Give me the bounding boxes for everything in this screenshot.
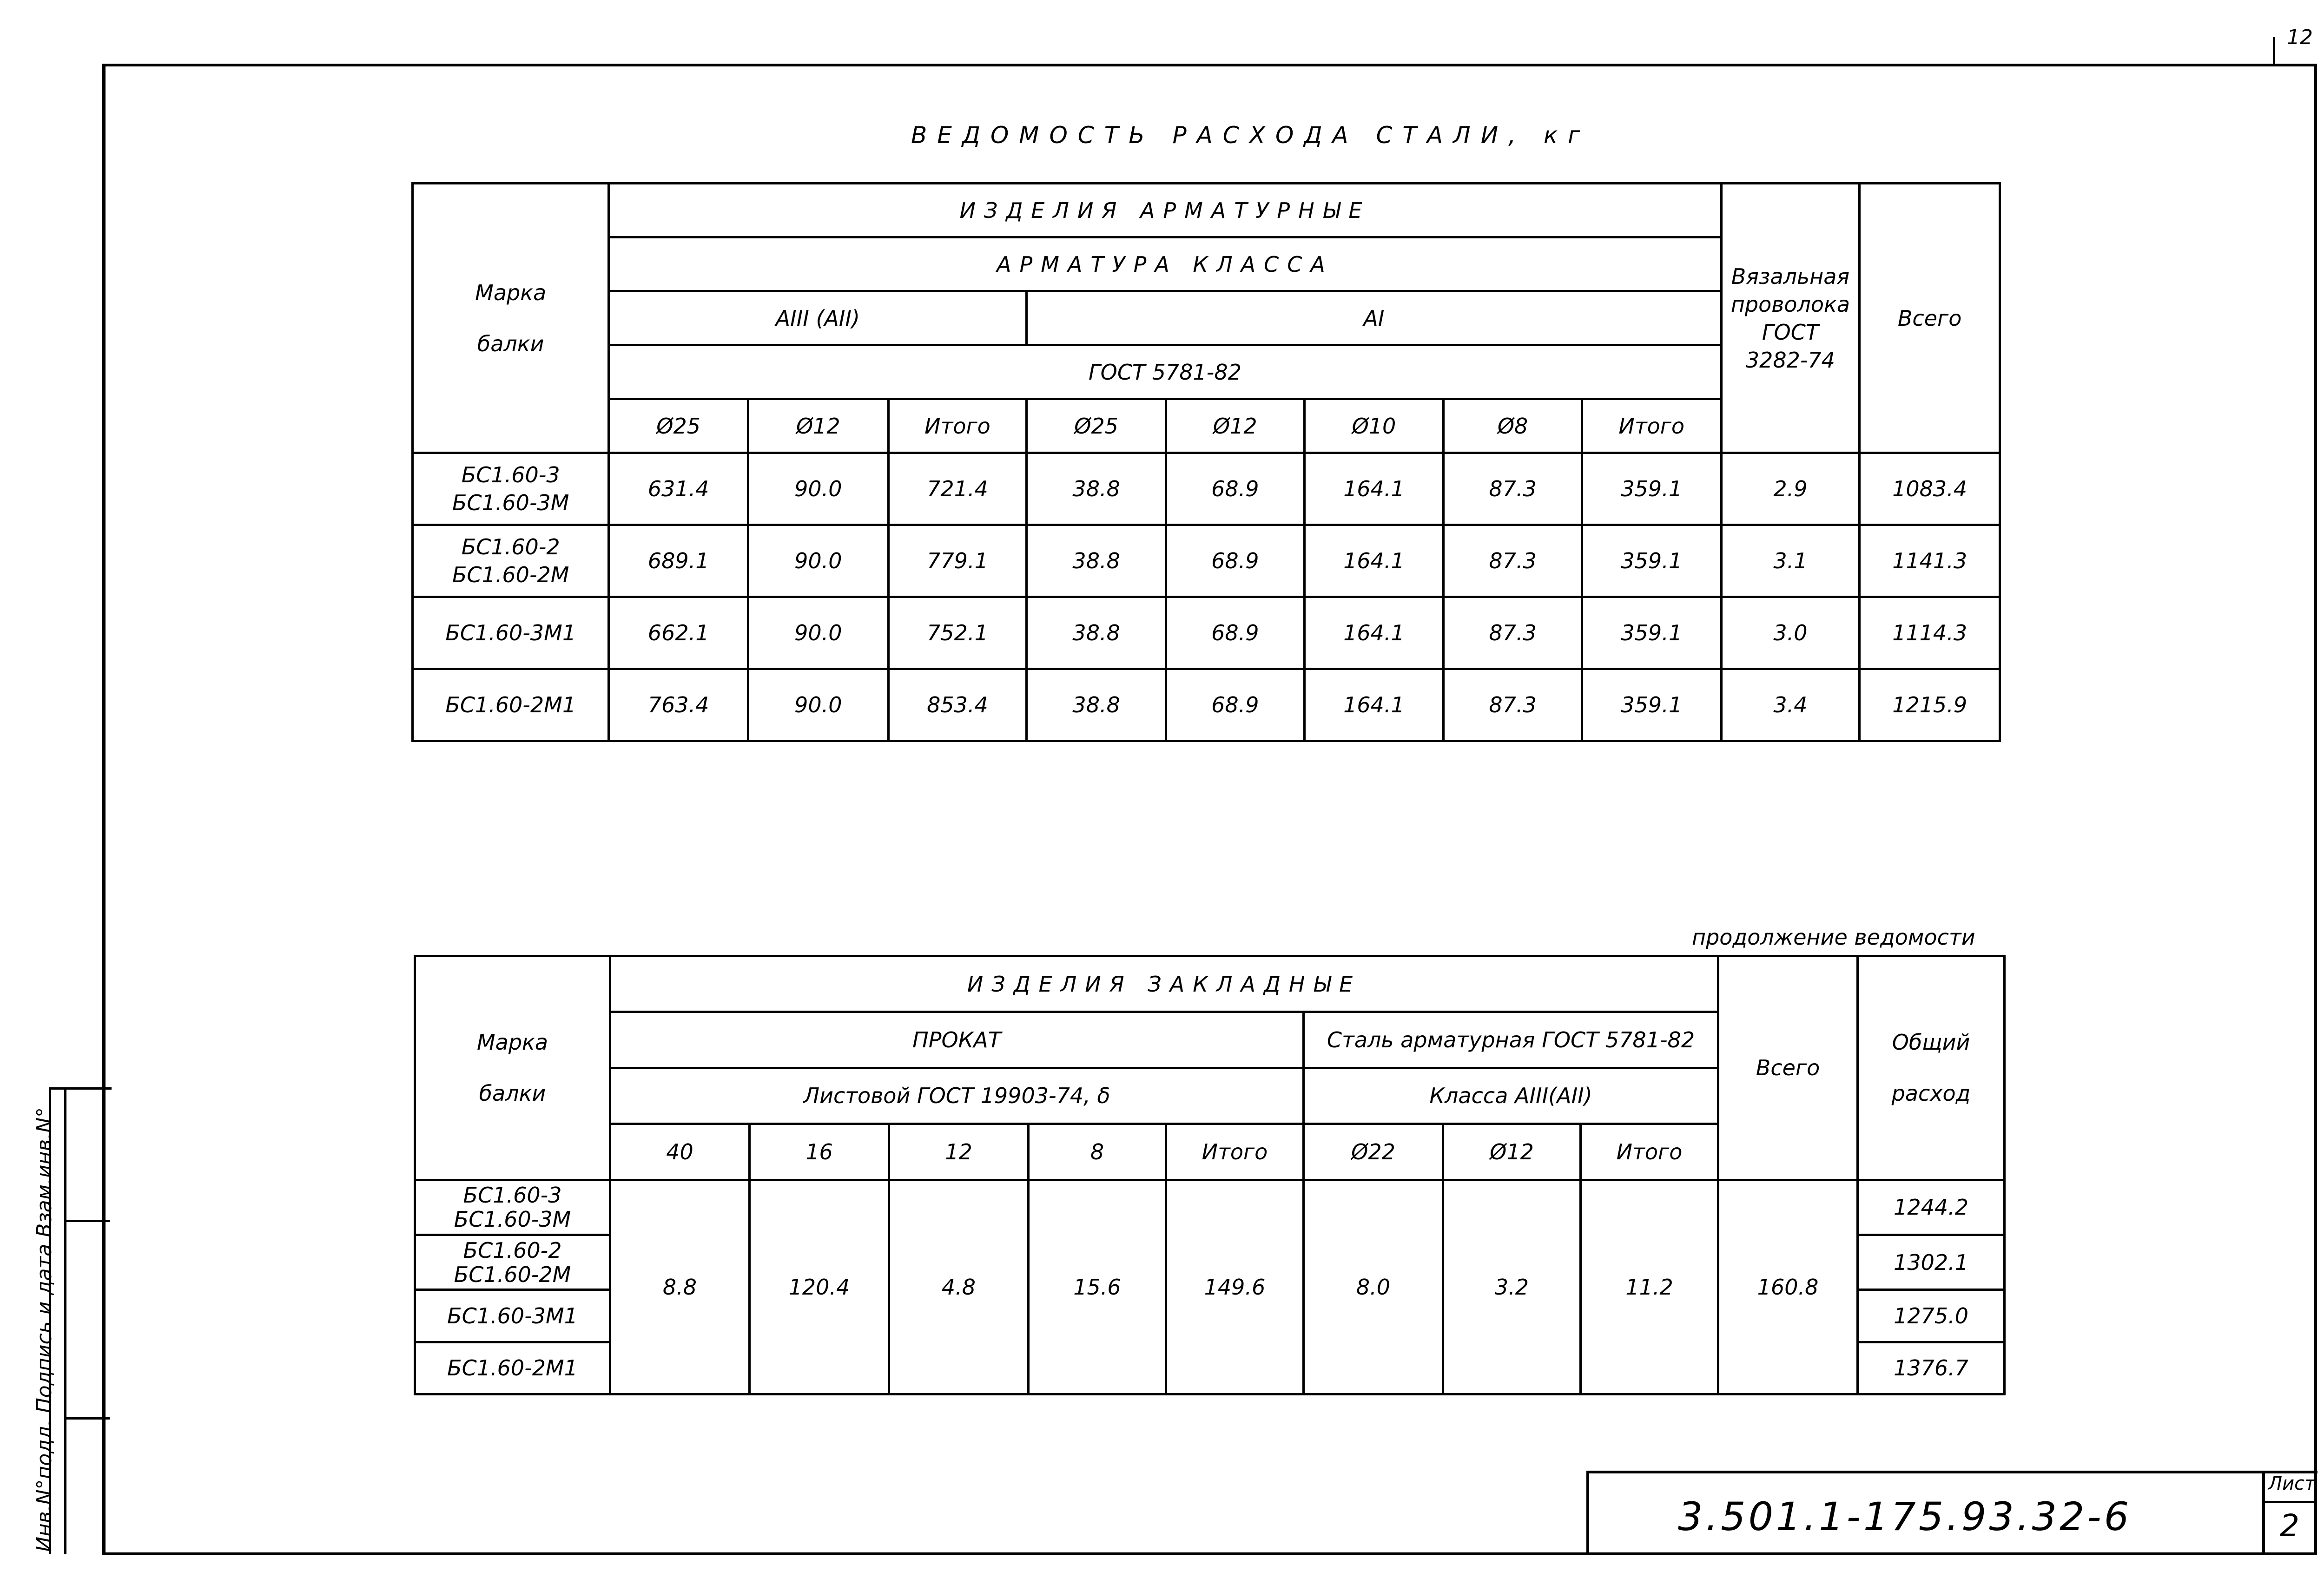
shared-value: 8.8 [610, 1180, 750, 1394]
cell: 68.9 [1166, 525, 1304, 597]
subgroup-header: АРМАТУРА КЛАССА [609, 237, 1721, 291]
cell: 38.8 [1027, 453, 1166, 525]
row-mark: БС1.60-2М1 [415, 1342, 610, 1394]
cell: 763.4 [609, 669, 748, 741]
cell: 1083.4 [1860, 453, 2000, 525]
overall-value: 1244.2 [1858, 1180, 2005, 1235]
cell: 1114.3 [1860, 597, 2000, 669]
wire-header: Вязальная проволока ГОСТ 3282-74 [1721, 184, 1860, 453]
sheet-header: Листовой ГОСТ 19903-74, δ [610, 1068, 1304, 1124]
shared-value: 15.6 [1029, 1180, 1166, 1394]
embedded-parts-table [414, 955, 2006, 1395]
row-mark: БС1.60-3М1 [413, 597, 609, 669]
side-stamp-text: Инв.N°подл. Подпись и дата Взам.инв.N° [33, 1107, 56, 1552]
gost-header: ГОСТ 5781-82 [609, 345, 1721, 399]
col-header: 8 [1029, 1124, 1166, 1180]
col-header: Ø10 [1304, 399, 1444, 453]
col-header: 40 [610, 1124, 750, 1180]
shared-value: 120.4 [750, 1180, 889, 1394]
row-mark: БС1.60-2М1 [413, 669, 609, 741]
cell: 164.1 [1304, 669, 1444, 741]
cell: 3.1 [1721, 525, 1860, 597]
overall-value: 1376.7 [1858, 1342, 2005, 1394]
cell: 2.9 [1721, 453, 1860, 525]
overall-header: Общий расход [1858, 956, 2005, 1180]
col-header: Ø25 [609, 399, 748, 453]
cell: 752.1 [888, 597, 1027, 669]
cell: 359.1 [1582, 525, 1721, 597]
cell: 164.1 [1304, 597, 1444, 669]
col-header: Ø25 [1027, 399, 1166, 453]
sheet-label: Лист [2268, 1473, 2316, 1494]
shared-value: 3.2 [1443, 1180, 1581, 1394]
cell: 164.1 [1304, 525, 1444, 597]
col-header: Итого [1166, 1124, 1304, 1180]
cell: 359.1 [1582, 669, 1721, 741]
cell: 68.9 [1166, 597, 1304, 669]
sheet-title: ВЕДОМОСТЬ РАСХОДА СТАЛИ, кг [911, 122, 1591, 149]
sheet-cell-divider [2262, 1501, 2317, 1503]
class-a3-header: AIII (AII) [609, 291, 1027, 345]
cell: 779.1 [888, 525, 1027, 597]
sheet-number: 2 [2280, 1508, 2299, 1544]
row-mark: БС1.60-3М1 [415, 1290, 610, 1342]
row-mark: БС1.60-2 БС1.60-2М [415, 1235, 610, 1289]
cell: 1141.3 [1860, 525, 2000, 597]
col-header: Ø12 [1166, 399, 1304, 453]
side-stamp-strip [49, 1087, 112, 1554]
cell: 38.8 [1027, 669, 1166, 741]
cell: 662.1 [609, 597, 748, 669]
table-row [413, 597, 2000, 669]
shared-value: 11.2 [1581, 1180, 1718, 1394]
continuation-label: продолжение ведомости [1692, 925, 1975, 950]
cell: 3.4 [1721, 669, 1860, 741]
table-row [415, 1180, 2005, 1235]
side-stamp-separator [64, 1417, 110, 1420]
corner-mark-line [2273, 37, 2275, 65]
cell: 87.3 [1444, 597, 1582, 669]
cell: 359.1 [1582, 453, 1721, 525]
mark-header: Марка балки [415, 956, 610, 1180]
rebar-steel-header: Сталь арматурная ГОСТ 5781-82 [1304, 1012, 1718, 1068]
shared-value: 4.8 [889, 1180, 1029, 1394]
col-header: Итого [1582, 399, 1721, 453]
reinforcement-table [411, 182, 2001, 742]
class-a1-header: AI [1027, 291, 1721, 345]
cell: 853.4 [888, 669, 1027, 741]
cell: 87.3 [1444, 453, 1582, 525]
cell: 87.3 [1444, 669, 1582, 741]
cell: 90.0 [748, 597, 889, 669]
col-header: Ø12 [1443, 1124, 1581, 1180]
mark-header: Марка балки [413, 184, 609, 453]
cell: 359.1 [1582, 597, 1721, 669]
document-code: 3.501.1-175.93.32-6 [1678, 1494, 2132, 1539]
row-mark: БС1.60-3 БС1.60-3М [415, 1180, 610, 1235]
table-row [413, 525, 2000, 597]
group-header: ИЗДЕЛИЯ ЗАКЛАДНЫЕ [610, 956, 1718, 1012]
total-header: Всего [1718, 956, 1858, 1180]
col-header: 16 [750, 1124, 889, 1180]
cell: 164.1 [1304, 453, 1444, 525]
col-header: Ø22 [1304, 1124, 1443, 1180]
side-stamp-divider [64, 1087, 66, 1554]
col-header: 12 [889, 1124, 1029, 1180]
col-header: Итого [1581, 1124, 1718, 1180]
rolled-header: ПРОКАТ [610, 1012, 1304, 1068]
cell: 68.9 [1166, 453, 1304, 525]
total-header: Всего [1860, 184, 2000, 453]
cell: 631.4 [609, 453, 748, 525]
side-stamp-separator [64, 1220, 110, 1222]
cell: 38.8 [1027, 525, 1166, 597]
cell: 90.0 [748, 525, 889, 597]
corner-number: 12 [2287, 26, 2313, 49]
cell: 1215.9 [1860, 669, 2000, 741]
cell: 721.4 [888, 453, 1027, 525]
cell: 87.3 [1444, 525, 1582, 597]
shared-value: 149.6 [1166, 1180, 1304, 1394]
overall-value: 1275.0 [1858, 1290, 2005, 1342]
col-header: Ø12 [748, 399, 889, 453]
group-header: ИЗДЕЛИЯ АРМАТУРНЫЕ [609, 184, 1721, 237]
table-row [413, 669, 2000, 741]
table-row [413, 453, 2000, 525]
cell: 68.9 [1166, 669, 1304, 741]
shared-value: 8.0 [1304, 1180, 1443, 1394]
cell: 90.0 [748, 453, 889, 525]
col-header: Ø8 [1444, 399, 1582, 453]
row-mark: БС1.60-2 БС1.60-2М [413, 525, 609, 597]
col-header: Итого [888, 399, 1027, 453]
cell: 38.8 [1027, 597, 1166, 669]
row-mark: БС1.60-3 БС1.60-3М [413, 453, 609, 525]
shared-value: 160.8 [1718, 1180, 1858, 1394]
cell: 3.0 [1721, 597, 1860, 669]
cell: 90.0 [748, 669, 889, 741]
cell: 689.1 [609, 525, 748, 597]
overall-value: 1302.1 [1858, 1235, 2005, 1289]
rebar-class-header: Класса AIII(AII) [1304, 1068, 1718, 1124]
